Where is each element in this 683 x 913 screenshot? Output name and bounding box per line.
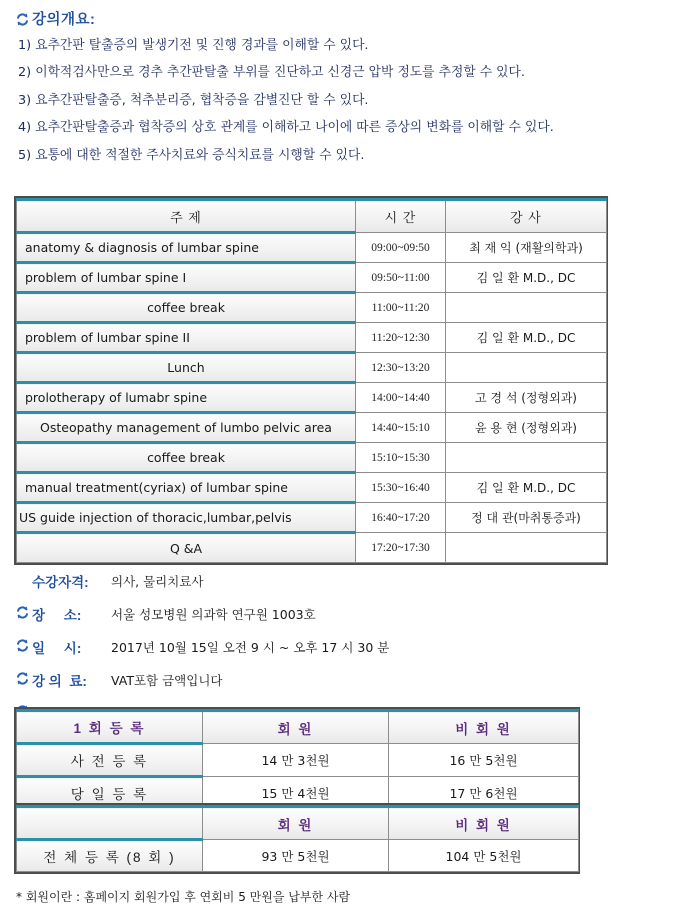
price-table-single-container	[14, 707, 580, 811]
info-row-eligibility	[15, 571, 665, 591]
refresh-circular-arrow-icon	[15, 12, 30, 27]
info-value-fee: VAT포함 금액입니다	[111, 672, 223, 688]
column-header-subject: 주 제	[17, 200, 356, 233]
cell-lecturer: 고 경 석 (정형외과)	[446, 383, 607, 413]
cell-time: 09:50~11:00	[356, 263, 446, 293]
cell-time: 14:00~14:40	[356, 383, 446, 413]
table-row	[17, 744, 579, 777]
cell-time: 16:40~17:20	[356, 503, 446, 533]
price-value-member: 15 만 4천원	[203, 777, 389, 809]
cell-lecturer: 김 일 환 M.D., DC	[446, 263, 607, 293]
price-header-empty	[17, 807, 203, 840]
price-table-single	[16, 709, 579, 809]
info-label-datetime	[15, 637, 111, 657]
info-row-location	[15, 604, 665, 624]
schedule-table	[16, 198, 607, 563]
info-value-eligibility: 의사, 물리치료사	[111, 573, 204, 589]
price-value-nonmember: 104 만 5천원	[389, 840, 579, 872]
table-header-row	[17, 200, 607, 233]
price-row-label: 전 체 등 록 (8 회 )	[17, 840, 203, 872]
price-header-member: 회 원	[203, 807, 389, 840]
cell-time: 12:30~13:20	[356, 353, 446, 383]
cell-lecturer: 윤 용 현 (정형외과)	[446, 413, 607, 443]
price-table-full	[16, 805, 579, 872]
cell-lecturer	[446, 443, 607, 473]
info-value-datetime: 2017년 10월 15일 오전 9 시 ~ 오후 17 시 30 분	[111, 639, 390, 655]
cell-subject: prolotherapy of lumabr spine	[17, 383, 356, 413]
cell-lecturer	[446, 293, 607, 323]
table-row	[17, 383, 607, 413]
cell-lecturer: 정 대 관(마취통증과)	[446, 503, 607, 533]
column-header-time: 시 간	[356, 200, 446, 233]
table-row	[17, 443, 607, 473]
table-row	[17, 323, 607, 353]
cell-time: 14:40~15:10	[356, 413, 446, 443]
objective-item: 3) 요추간판탈출증, 척추분리증, 협착증을 감별진단 할 수 있다.	[18, 92, 369, 108]
course-info-block	[15, 571, 665, 703]
info-label-eligibility	[15, 571, 111, 591]
price-header-nonmember: 비 회 원	[389, 807, 579, 840]
objective-item: 1) 요추간판 탈출증의 발생기전 및 진행 경과를 이해할 수 있다.	[18, 38, 369, 53]
cell-time: 11:20~12:30	[356, 323, 446, 353]
objective-item: 5) 요통에 대한 적절한 주사치료와 증식치료를 시행할 수 있다.	[18, 147, 365, 163]
price-value-nonmember: 17 만 6천원	[389, 777, 579, 809]
cell-lecturer	[446, 353, 607, 383]
price-header-member: 회 원	[203, 711, 389, 744]
info-label-text: 수강자격:	[32, 575, 89, 590]
info-row-datetime	[15, 637, 665, 657]
cell-subject: manual treatment(cyriax) of lumbar spine	[17, 473, 356, 503]
price-value-member: 14 만 3천원	[203, 744, 389, 777]
refresh-circular-arrow-icon	[15, 575, 30, 590]
cell-subject: coffee break	[17, 293, 356, 323]
price-table-full-container	[14, 803, 580, 874]
cell-subject: problem of lumbar spine I	[17, 263, 356, 293]
cell-subject: Q &A	[17, 533, 356, 563]
table-row	[17, 840, 579, 872]
refresh-circular-arrow-icon	[15, 641, 30, 656]
cell-lecturer	[446, 533, 607, 563]
info-label-text: 일 시:	[32, 641, 82, 656]
table-row	[17, 293, 607, 323]
table-header-row	[17, 711, 579, 744]
schedule-table-container	[14, 196, 608, 565]
price-header-category: 1 회 등 록	[17, 711, 203, 744]
info-value-location: 서울 성모병원 의과학 연구원 1003호	[111, 606, 316, 622]
cell-subject: problem of lumbar spine II	[17, 323, 356, 353]
price-header-nonmember: 비 회 원	[389, 711, 579, 744]
info-label-location	[15, 604, 111, 624]
cell-time: 15:10~15:30	[356, 443, 446, 473]
refresh-circular-arrow-icon	[15, 674, 30, 689]
cell-subject: US guide injection of thoracic,lumbar,pelvis	[17, 503, 356, 533]
table-row	[17, 413, 607, 443]
price-row-label: 사 전 등 록	[17, 744, 203, 777]
table-row	[17, 353, 607, 383]
info-label-text: 강 의 료:	[32, 674, 87, 689]
page-title	[15, 8, 95, 29]
objective-item: 4) 요추간판탈출증과 협착증의 상호 관계를 이해하고 나이에 따른 증상의 변화를 이해할 수 있다.	[18, 120, 554, 136]
table-header-row	[17, 807, 579, 840]
cell-lecturer: 김 일 환 M.D., DC	[446, 323, 607, 353]
info-label-text: 장 소:	[32, 608, 82, 623]
page-title-text: 강의개요:	[32, 12, 96, 28]
cell-subject: Lunch	[17, 353, 356, 383]
cell-time: 15:30~16:40	[356, 473, 446, 503]
table-row	[17, 473, 607, 503]
info-row-fee	[15, 670, 665, 690]
table-row	[17, 533, 607, 563]
objective-item: 2) 이학적검사만으로 경추 추간판탈출 부위를 진단하고 신경근 압박 정도를 추정할 수 있다.	[18, 65, 525, 81]
price-row-label: 당 일 등 록	[17, 777, 203, 809]
cell-time: 17:20~17:30	[356, 533, 446, 563]
column-header-lecturer: 강 사	[446, 200, 607, 233]
price-value-member: 93 만 5천원	[203, 840, 389, 872]
cell-lecturer: 최 재 익 (재활의학과)	[446, 233, 607, 263]
price-value-nonmember: 16 만 5천원	[389, 744, 579, 777]
table-row	[17, 233, 607, 263]
cell-subject: Osteopathy management of lumbo pelvic area	[17, 413, 356, 443]
cell-lecturer: 김 일 환 M.D., DC	[446, 473, 607, 503]
table-row	[17, 503, 607, 533]
cell-time: 09:00~09:50	[356, 233, 446, 263]
cell-time: 11:00~11:20	[356, 293, 446, 323]
table-row	[17, 263, 607, 293]
objectives-list	[18, 38, 666, 175]
info-label-fee	[15, 670, 111, 690]
cell-subject: anatomy & diagnosis of lumbar spine	[17, 233, 356, 263]
footnote: * 회원이란 : 홈페이지 회원가입 후 연회비 5 만원을 납부한 사람	[16, 890, 351, 904]
cell-subject: coffee break	[17, 443, 356, 473]
refresh-circular-arrow-icon	[15, 608, 30, 623]
